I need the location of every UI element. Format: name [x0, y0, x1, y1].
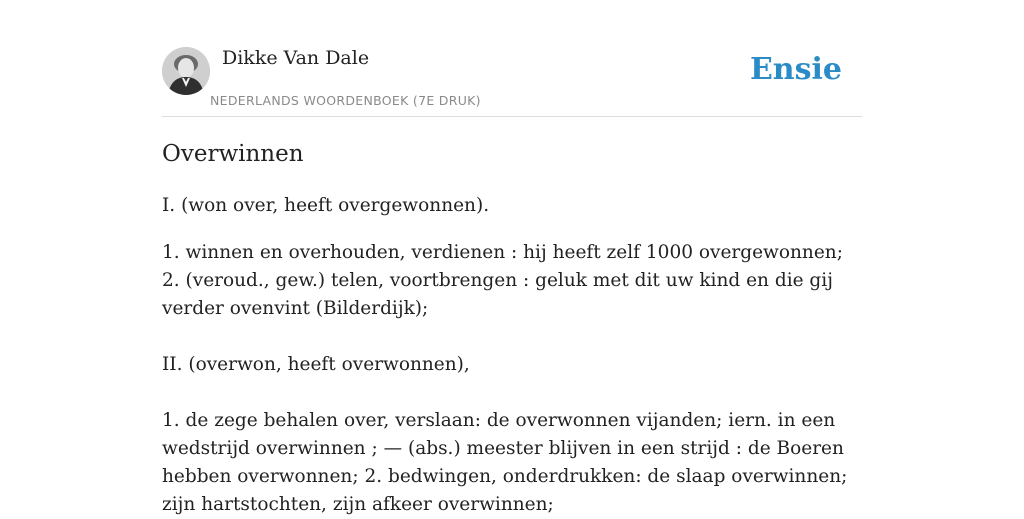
entry-title: Overwinnen — [162, 141, 304, 167]
portrait-image — [162, 47, 210, 95]
spacer — [162, 323, 862, 351]
definition-heading-2: II. (overwon, heeft overwonnen), — [162, 354, 470, 375]
ensie-logo-link[interactable]: Ensie — [749, 52, 842, 87]
definition-line: 1. de zege behalen over, verslaan: de overwonnen vijanden; iern. in een wedstrijd overwinnen ; — (abs.) meester blijven in een strijd : de Boeren hebben overwonnen; 2. bedwingen, onderdrukken: de slaap overwinnen; zijn hartstochten, zijn afkeer overwinnen; — [162, 410, 848, 515]
definition-heading-1: I. (won over, heeft overgewonnen). — [162, 195, 490, 216]
entry-body — [162, 192, 862, 519]
header — [162, 0, 862, 117]
dictionary-source[interactable]: NEDERLANDS WOORDENBOEK (7E DRUK) — [210, 93, 481, 108]
author-name[interactable]: Dikke Van Dale — [222, 47, 370, 69]
page — [162, 0, 862, 515]
definition-line: 2. (veroud., gew.) telen, voortbrengen : geluk met dit uw kind en die gij verder ovenvint (Bilderdijk); — [162, 270, 833, 319]
avatar[interactable] — [162, 47, 210, 95]
definition-line: 1. winnen en overhouden, verdienen : hij heeft zelf 1000 overgewonnen; — [162, 242, 843, 263]
spacer — [162, 379, 862, 407]
